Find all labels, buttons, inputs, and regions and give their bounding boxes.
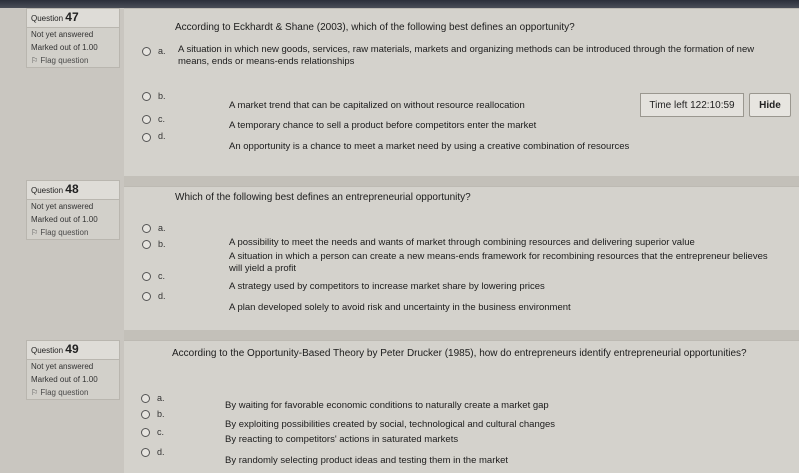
option-letter: d. bbox=[158, 291, 166, 301]
option-text: A plan developed solely to avoid risk and uncertainty in the business environment bbox=[229, 302, 571, 313]
question-info-49 bbox=[26, 340, 120, 400]
question-marks: Marked out of 1.00 bbox=[31, 42, 98, 52]
question-status: Not yet answered bbox=[31, 201, 94, 211]
option-letter: a. bbox=[158, 223, 166, 233]
option-letter: d. bbox=[158, 131, 166, 141]
flag-question-link[interactable]: ⚐ Flag question bbox=[31, 228, 89, 238]
question-info-47 bbox=[26, 8, 120, 68]
option-letter: c. bbox=[157, 427, 165, 437]
radio-option-d[interactable] bbox=[141, 448, 150, 457]
option-text: An opportunity is a chance to meet a market need by using a creative combination of resources bbox=[229, 141, 630, 152]
separator bbox=[124, 176, 799, 186]
radio-option-c[interactable] bbox=[142, 272, 151, 281]
flag-icon: ⚐ bbox=[31, 388, 39, 398]
option-text: By exploiting possibilities created by social, technological and cultural changes bbox=[225, 419, 556, 430]
radio-option-a[interactable] bbox=[141, 394, 150, 403]
option-text: A strategy used by competitors to increase market share by lowering prices bbox=[229, 281, 545, 292]
time-left-display: Time left 122:10:59 bbox=[640, 93, 744, 117]
option-letter: a. bbox=[158, 46, 166, 56]
option-letter: b. bbox=[158, 239, 166, 249]
question-text: According to the Opportunity-Based Theory by Peter Drucker (1985), how do entrepreneurs identify entrepreneurial opportunities? bbox=[172, 348, 747, 359]
separator bbox=[124, 330, 799, 340]
radio-option-b[interactable] bbox=[142, 240, 151, 249]
flag-icon: ⚐ bbox=[31, 228, 39, 238]
question-marks: Marked out of 1.00 bbox=[31, 374, 98, 384]
option-text: A situation in which a person can create a new means-ends framework for recombining resources that the entrepreneur believes will yield a profit bbox=[229, 251, 768, 274]
question-status: Not yet answered bbox=[31, 361, 94, 371]
option-letter: c. bbox=[158, 114, 166, 124]
radio-option-b[interactable] bbox=[142, 92, 151, 101]
question-number: Question 47 bbox=[27, 9, 119, 28]
question-text: Which of the following best defines an entrepreneurial opportunity? bbox=[175, 192, 471, 203]
option-text: A possibility to meet the needs and wants of market through combining resources and delivering superior value bbox=[229, 237, 695, 248]
question-number: Question 48 bbox=[27, 181, 119, 200]
question-text: According to Eckhardt & Shane (2003), which of the following best defines an opportunity? bbox=[175, 22, 575, 33]
option-text: A situation in which new goods, services, raw materials, markets and organizing methods can be introduced through the formation of new means, ends or means-ends relationships bbox=[178, 44, 755, 67]
radio-option-a[interactable] bbox=[142, 47, 151, 56]
top-bar bbox=[0, 0, 799, 8]
hide-timer-button[interactable]: Hide bbox=[749, 93, 791, 117]
option-text: By randomly selecting product ideas and testing them in the market bbox=[225, 455, 509, 466]
question-info-48 bbox=[26, 180, 120, 240]
option-letter: a. bbox=[157, 393, 165, 403]
flag-question-link[interactable]: ⚐ Flag question bbox=[31, 56, 89, 66]
radio-option-b[interactable] bbox=[141, 410, 150, 419]
radio-option-d[interactable] bbox=[142, 133, 151, 142]
option-letter: b. bbox=[157, 409, 165, 419]
question-marks: Marked out of 1.00 bbox=[31, 214, 98, 224]
radio-option-a[interactable] bbox=[142, 224, 151, 233]
option-text: By waiting for favorable economic conditions to naturally create a market gap bbox=[225, 400, 549, 411]
question-status: Not yet answered bbox=[31, 29, 94, 39]
option-text: A market trend that can be capitalized on without resource reallocation bbox=[229, 100, 525, 111]
radio-option-c[interactable] bbox=[142, 115, 151, 124]
radio-option-c[interactable] bbox=[141, 428, 150, 437]
option-letter: c. bbox=[158, 271, 166, 281]
flag-question-link[interactable]: ⚐ Flag question bbox=[31, 388, 89, 398]
question-number: Question 49 bbox=[27, 341, 119, 360]
option-letter: d. bbox=[157, 447, 165, 457]
option-text: A temporary chance to sell a product before competitors enter the market bbox=[229, 120, 537, 131]
flag-icon: ⚐ bbox=[31, 56, 39, 66]
option-text: By reacting to competitors' actions in saturated markets bbox=[225, 434, 459, 445]
option-letter: b. bbox=[158, 91, 166, 101]
radio-option-d[interactable] bbox=[142, 292, 151, 301]
